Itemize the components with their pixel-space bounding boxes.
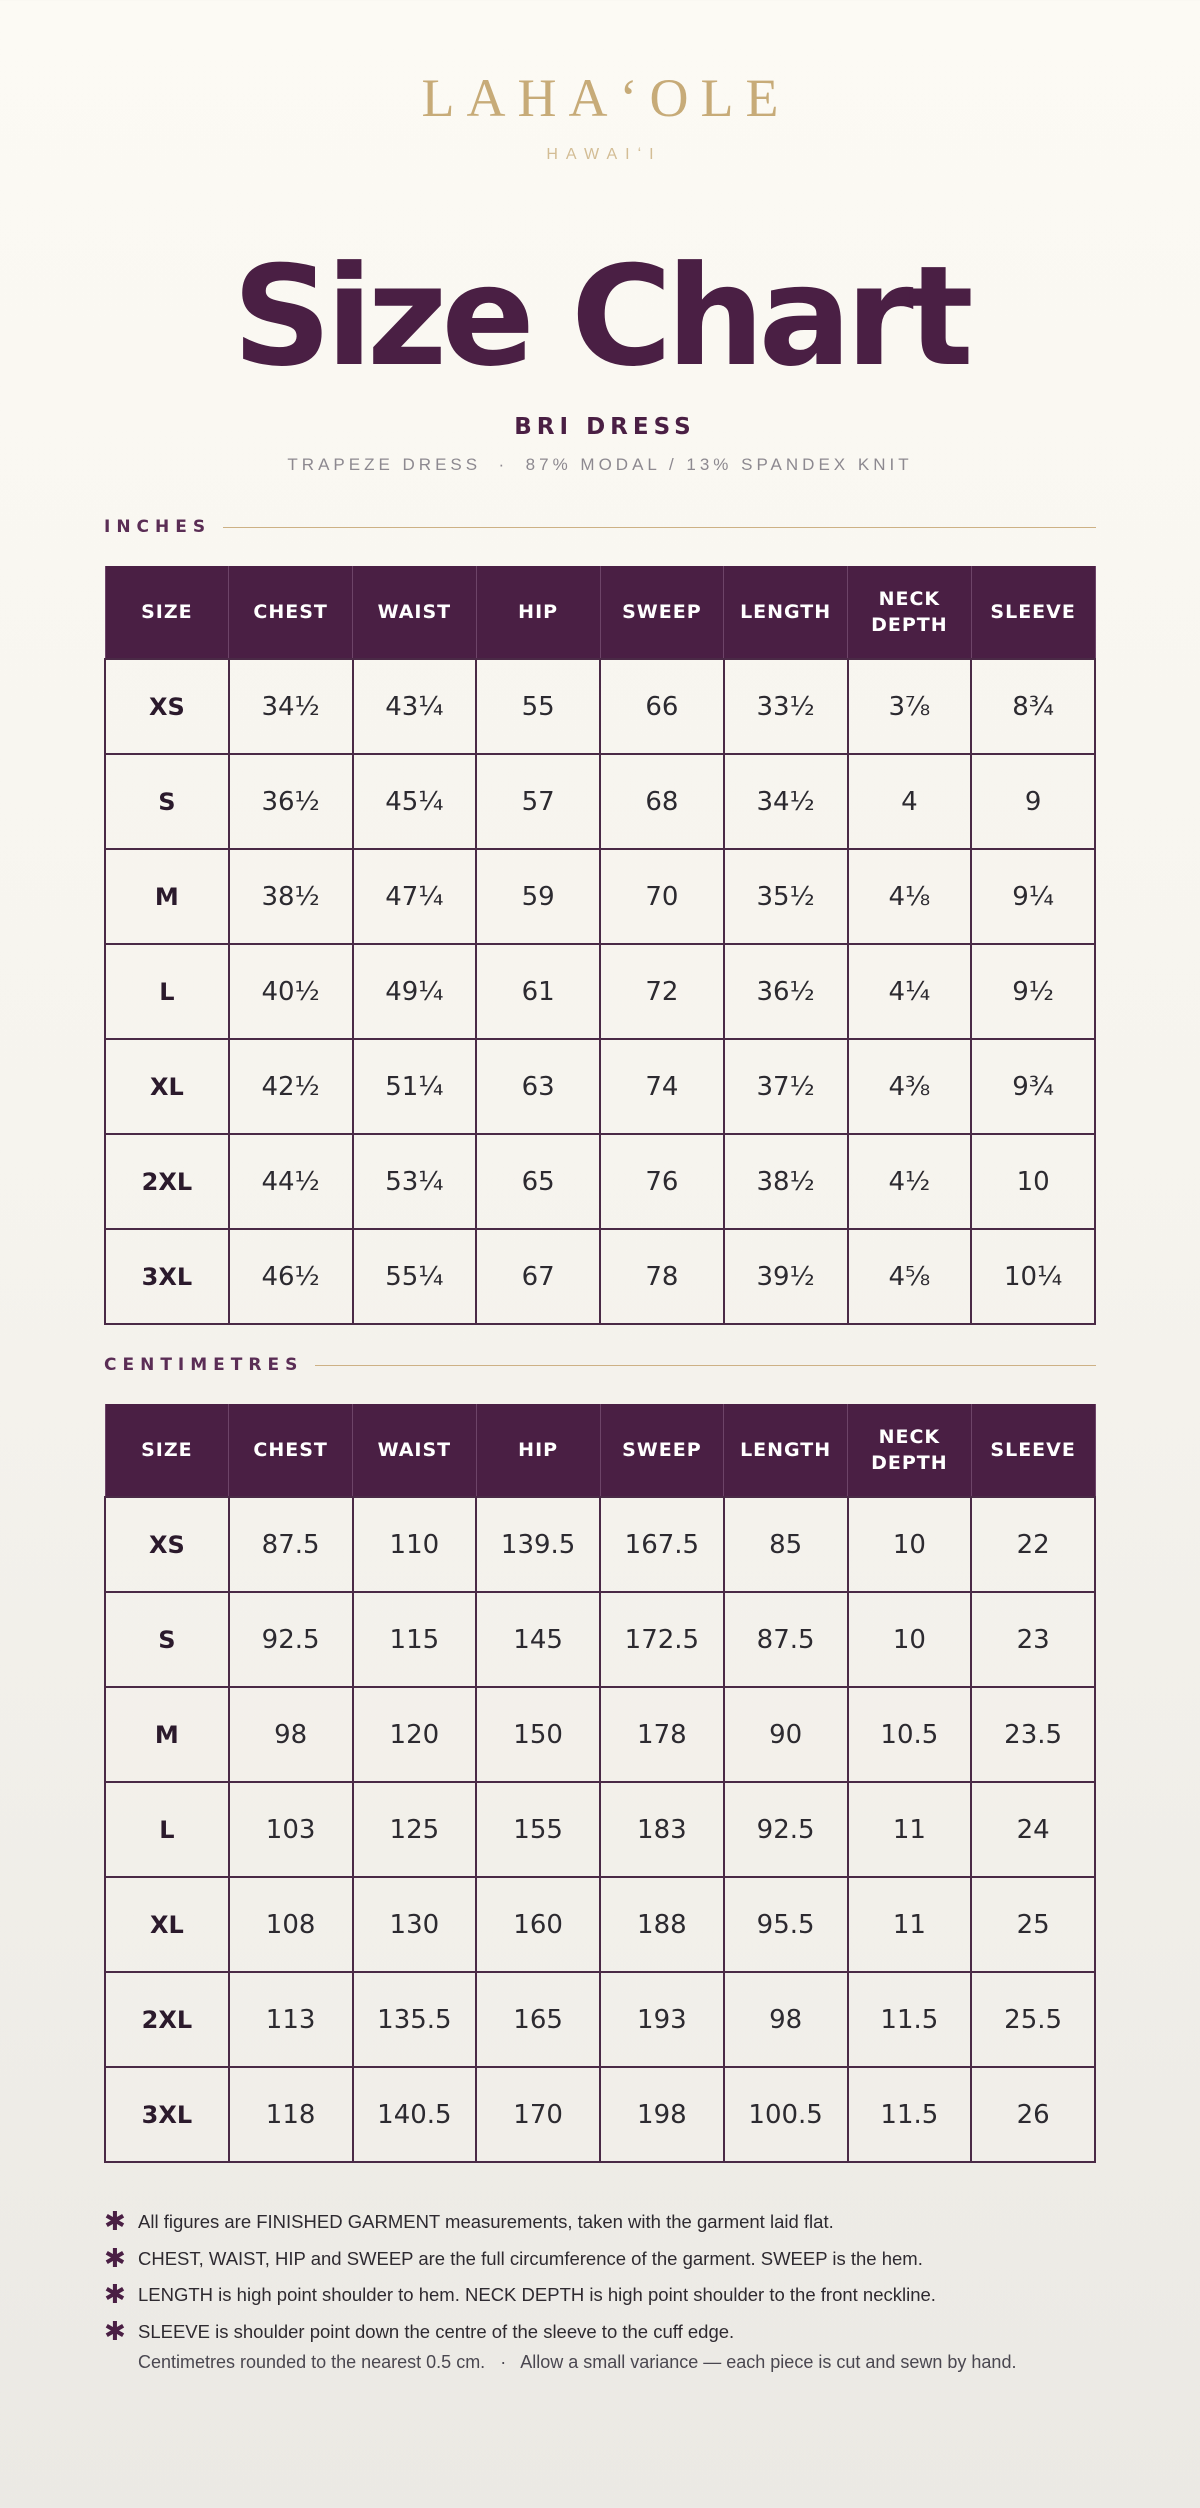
brand-subtitle: HAWAIʻI: [546, 146, 662, 163]
size-label-cell: L: [105, 944, 229, 1039]
measurement-cell: 90: [724, 1687, 848, 1782]
column-header: SWEEP: [600, 1404, 724, 1497]
column-header: NECK DEPTH: [848, 566, 972, 659]
size-label-cell: XL: [105, 1039, 229, 1134]
size-label-cell: S: [105, 754, 229, 849]
table-row: [105, 944, 1095, 1039]
measurement-cell: 4½: [848, 1134, 972, 1229]
column-header: CHEST: [229, 566, 353, 659]
page-title: Size Chart: [232, 236, 968, 397]
measurement-cell: 100.5: [724, 2067, 848, 2162]
section-divider: [223, 527, 1096, 528]
asterisk-icon: ✱: [104, 2243, 126, 2274]
measurement-cell: 38½: [724, 1134, 848, 1229]
column-header: SLEEVE: [971, 1404, 1095, 1497]
measurement-cell: 145: [476, 1592, 600, 1687]
measurement-cell: 92.5: [724, 1782, 848, 1877]
measurement-cell: 61: [476, 944, 600, 1039]
table-row: [105, 1592, 1095, 1687]
measurement-cell: 113: [229, 1972, 353, 2067]
measurement-cell: 108: [229, 1877, 353, 1972]
measurement-cell: 85: [724, 1497, 848, 1592]
measurement-cell: 49¼: [353, 944, 477, 1039]
table-row: [105, 1497, 1095, 1592]
measurement-cell: 4: [848, 754, 972, 849]
measurement-cell: 193: [600, 1972, 724, 2067]
measurement-cell: 38½: [229, 849, 353, 944]
measurement-cell: 87.5: [229, 1497, 353, 1592]
measurement-cell: 155: [476, 1782, 600, 1877]
column-header: NECK DEPTH: [848, 1404, 972, 1497]
table-row: [105, 1877, 1095, 1972]
measurement-cell: 53¼: [353, 1134, 477, 1229]
measurement-cell: 8¾: [971, 659, 1095, 754]
measurement-cell: 33½: [724, 659, 848, 754]
measurement-cell: 65: [476, 1134, 600, 1229]
measurement-cell: 10: [848, 1497, 972, 1592]
centimetres-section-header: [104, 1350, 1096, 1380]
note-item: [104, 2241, 1124, 2278]
measurement-cell: 110: [353, 1497, 477, 1592]
table-row: [105, 1134, 1095, 1229]
measurement-cell: 87.5: [724, 1592, 848, 1687]
measurement-cell: 172.5: [600, 1592, 724, 1687]
measurement-cell: 10: [971, 1134, 1095, 1229]
measurement-cell: 57: [476, 754, 600, 849]
size-label-cell: XS: [105, 1497, 229, 1592]
measurement-cell: 46½: [229, 1229, 353, 1324]
measurement-cell: 98: [229, 1687, 353, 1782]
measurement-cell: 160: [476, 1877, 600, 1972]
centimetres-section-label: CENTIMETRES: [104, 1355, 304, 1375]
size-label-cell: S: [105, 1592, 229, 1687]
measurement-cell: 23: [971, 1592, 1095, 1687]
measurement-cell: 140.5: [353, 2067, 477, 2162]
measurement-cell: 11.5: [848, 1972, 972, 2067]
measurement-cell: 178: [600, 1687, 724, 1782]
asterisk-icon: ✱: [104, 2316, 126, 2347]
measurement-cell: 188: [600, 1877, 724, 1972]
measurement-cell: 66: [600, 659, 724, 754]
measurement-cell: 10.5: [848, 1687, 972, 1782]
product-name: BRI DRESS: [514, 414, 696, 440]
column-header: WAIST: [353, 566, 477, 659]
table-row: [105, 1039, 1095, 1134]
measurement-cell: 68: [600, 754, 724, 849]
table-row: [105, 2067, 1095, 2162]
measurement-cell: 3⅞: [848, 659, 972, 754]
measurement-cell: 55: [476, 659, 600, 754]
size-label-cell: XL: [105, 1877, 229, 1972]
measurement-cell: 4⅝: [848, 1229, 972, 1324]
column-header: WAIST: [353, 1404, 477, 1497]
measurement-cell: 40½: [229, 944, 353, 1039]
measurement-cell: 9½: [971, 944, 1095, 1039]
note-item: [104, 2204, 1124, 2241]
measurement-cell: 98: [724, 1972, 848, 2067]
measurement-cell: 76: [600, 1134, 724, 1229]
measurement-cell: 78: [600, 1229, 724, 1324]
measurement-cell: 11: [848, 1782, 972, 1877]
table-header-row: [105, 566, 1095, 659]
measurement-cell: 125: [353, 1782, 477, 1877]
measurement-cell: 11.5: [848, 2067, 972, 2162]
measurement-cell: 4⅛: [848, 849, 972, 944]
product-description: TRAPEZE DRESS · 87% MODAL / 13% SPANDEX KNIT: [287, 455, 913, 474]
table-row: [105, 1972, 1095, 2067]
footnote: Centimetres rounded to the nearest 0.5 cm. · Allow a small variance — each piece is cut and sewn by hand.: [138, 2352, 1017, 2372]
notes-list: [104, 2204, 1124, 2350]
column-header: SLEEVE: [971, 566, 1095, 659]
measurement-cell: 44½: [229, 1134, 353, 1229]
size-label-cell: XS: [105, 659, 229, 754]
note-item: [104, 2277, 1124, 2314]
column-header: SIZE: [105, 1404, 229, 1497]
measurement-cell: 9¾: [971, 1039, 1095, 1134]
centimetres-size-table: [104, 1404, 1096, 2163]
measurement-cell: 24: [971, 1782, 1095, 1877]
inches-size-table: [104, 566, 1096, 1325]
measurement-cell: 42½: [229, 1039, 353, 1134]
measurement-cell: 139.5: [476, 1497, 600, 1592]
table-row: [105, 1687, 1095, 1782]
measurement-cell: 130: [353, 1877, 477, 1972]
measurement-cell: 34½: [229, 659, 353, 754]
size-label-cell: 2XL: [105, 1972, 229, 2067]
measurement-cell: 43¼: [353, 659, 477, 754]
asterisk-icon: ✱: [104, 2207, 126, 2238]
measurement-cell: 37½: [724, 1039, 848, 1134]
measurement-cell: 59: [476, 849, 600, 944]
size-label-cell: 3XL: [105, 1229, 229, 1324]
column-header: CHEST: [229, 1404, 353, 1497]
measurement-cell: 165: [476, 1972, 600, 2067]
size-label-cell: M: [105, 849, 229, 944]
measurement-cell: 26: [971, 2067, 1095, 2162]
measurement-cell: 150: [476, 1687, 600, 1782]
section-divider: [315, 1365, 1096, 1366]
measurement-cell: 120: [353, 1687, 477, 1782]
column-header: LENGTH: [724, 1404, 848, 1497]
measurement-cell: 167.5: [600, 1497, 724, 1592]
table-header-row: [105, 1404, 1095, 1497]
measurement-cell: 10¼: [971, 1229, 1095, 1324]
inches-section-label: INCHES: [104, 517, 212, 537]
measurement-cell: 25.5: [971, 1972, 1095, 2067]
column-header: LENGTH: [724, 566, 848, 659]
measurement-cell: 103: [229, 1782, 353, 1877]
brand-name: LAHAʻOLE: [421, 68, 791, 128]
column-header: SWEEP: [600, 566, 724, 659]
table-row: [105, 1229, 1095, 1324]
measurement-cell: 92.5: [229, 1592, 353, 1687]
measurement-cell: 198: [600, 2067, 724, 2162]
measurement-cell: 36½: [229, 754, 353, 849]
measurement-cell: 25: [971, 1877, 1095, 1972]
measurement-cell: 35½: [724, 849, 848, 944]
inches-section-header: [104, 512, 1096, 542]
measurement-cell: 22: [971, 1497, 1095, 1592]
measurement-cell: 10: [848, 1592, 972, 1687]
asterisk-icon: ✱: [104, 2280, 126, 2311]
measurement-cell: 74: [600, 1039, 724, 1134]
column-header: SIZE: [105, 566, 229, 659]
measurement-cell: 67: [476, 1229, 600, 1324]
measurement-cell: 11: [848, 1877, 972, 1972]
measurement-cell: 9: [971, 754, 1095, 849]
measurement-cell: 55¼: [353, 1229, 477, 1324]
brand-logo: [0, 68, 1200, 164]
measurement-cell: 118: [229, 2067, 353, 2162]
measurement-cell: 70: [600, 849, 724, 944]
measurement-cell: 4¼: [848, 944, 972, 1039]
size-label-cell: 2XL: [105, 1134, 229, 1229]
column-header: HIP: [476, 566, 600, 659]
measurement-cell: 63: [476, 1039, 600, 1134]
note-text: LENGTH is high point shoulder to hem. NECK DEPTH is high point shoulder to the front neckline.: [138, 2284, 936, 2306]
table-row: [105, 659, 1095, 754]
note-text: SLEEVE is shoulder point down the centre of the sleeve to the cuff edge.: [138, 2320, 735, 2342]
size-label-cell: L: [105, 1782, 229, 1877]
measurement-cell: 170: [476, 2067, 600, 2162]
table-row: [105, 1782, 1095, 1877]
measurement-cell: 47¼: [353, 849, 477, 944]
size-label-cell: 3XL: [105, 2067, 229, 2162]
measurement-cell: 39½: [724, 1229, 848, 1324]
measurement-cell: 95.5: [724, 1877, 848, 1972]
measurement-cell: 36½: [724, 944, 848, 1039]
measurement-cell: 23.5: [971, 1687, 1095, 1782]
measurement-cell: 4⅜: [848, 1039, 972, 1134]
table-row: [105, 849, 1095, 944]
measurement-cell: 34½: [724, 754, 848, 849]
size-label-cell: M: [105, 1687, 229, 1782]
measurement-cell: 135.5: [353, 1972, 477, 2067]
column-header: HIP: [476, 1404, 600, 1497]
note-text: All figures are FINISHED GARMENT measurements, taken with the garment laid flat.: [138, 2211, 834, 2233]
measurement-cell: 115: [353, 1592, 477, 1687]
table-row: [105, 754, 1095, 849]
measurement-cell: 9¼: [971, 849, 1095, 944]
measurement-cell: 183: [600, 1782, 724, 1877]
measurement-cell: 51¼: [353, 1039, 477, 1134]
note-item: [104, 2314, 1124, 2351]
note-text: CHEST, WAIST, HIP and SWEEP are the full circumference of the garment. SWEEP is the hem.: [138, 2247, 923, 2269]
measurement-cell: 45¼: [353, 754, 477, 849]
measurement-cell: 72: [600, 944, 724, 1039]
